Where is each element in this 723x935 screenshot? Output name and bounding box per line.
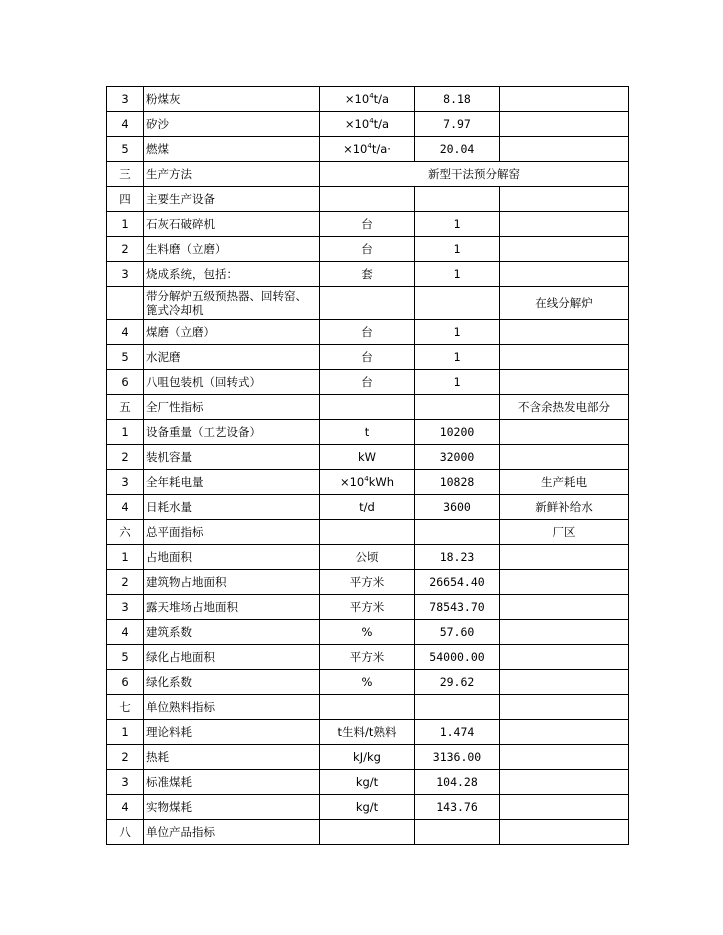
unit-exponent: 4 xyxy=(364,475,369,484)
note-cell xyxy=(500,770,629,795)
unit-cell xyxy=(320,695,415,720)
table-row xyxy=(107,720,629,745)
note-cell xyxy=(500,445,629,470)
note-cell xyxy=(500,112,629,137)
value-cell: 1 xyxy=(415,262,500,287)
row-number: 八 xyxy=(107,820,144,845)
item-name: 建筑物占地面积 xyxy=(144,570,320,595)
unit-text: t生料/t熟料 xyxy=(337,725,397,739)
row-number: 3 xyxy=(107,470,144,495)
unit-suffix: kWh xyxy=(368,475,395,489)
value-cell: 54000.00 xyxy=(415,645,500,670)
table-row xyxy=(107,395,629,420)
unit-text: t/d xyxy=(359,500,375,514)
row-number: 4 xyxy=(107,795,144,820)
table-row xyxy=(107,262,629,287)
note-cell xyxy=(500,187,629,212)
row-number: 6 xyxy=(107,670,144,695)
row-number: 5 xyxy=(107,345,144,370)
unit-cell xyxy=(320,420,415,445)
note-cell: 不含余热发电部分 xyxy=(500,395,629,420)
unit-text: ×10 xyxy=(339,475,365,489)
value-cell: 32000 xyxy=(415,445,500,470)
table-row xyxy=(107,187,629,212)
value-cell: 1.474 xyxy=(415,720,500,745)
unit-cell xyxy=(320,395,415,420)
note-cell: 生产耗电 xyxy=(500,470,629,495)
value-cell xyxy=(415,187,500,212)
item-name: 占地面积 xyxy=(144,545,320,570)
table-row xyxy=(107,320,629,345)
value-cell xyxy=(415,820,500,845)
table-row xyxy=(107,595,629,620)
value-cell: 29.62 xyxy=(415,670,500,695)
item-name: 理论料耗 xyxy=(144,720,320,745)
note-cell xyxy=(500,87,629,112)
note-cell: 新鲜补给水 xyxy=(500,495,629,520)
table-row xyxy=(107,345,629,370)
note-cell xyxy=(500,262,629,287)
item-name: 热耗 xyxy=(144,745,320,770)
value-cell: 3600 xyxy=(415,495,500,520)
row-number: 4 xyxy=(107,495,144,520)
item-name: 设备重量（工艺设备） xyxy=(144,420,320,445)
item-name: 绿化系数 xyxy=(144,670,320,695)
unit-text: 平方米 xyxy=(349,600,385,614)
row-number: 6 xyxy=(107,370,144,395)
table-row xyxy=(107,820,629,845)
unit-cell xyxy=(320,570,415,595)
note-cell: 厂区 xyxy=(500,520,629,545)
note-cell xyxy=(500,620,629,645)
unit-text: % xyxy=(361,625,373,639)
value-cell: 104.28 xyxy=(415,770,500,795)
item-name: 烧成系统，包括： xyxy=(144,262,320,287)
row-number: 2 xyxy=(107,745,144,770)
table-row xyxy=(107,162,629,187)
unit-cell xyxy=(320,320,415,345)
table-row xyxy=(107,212,629,237)
unit-text: 台 xyxy=(361,325,373,339)
table-row xyxy=(107,545,629,570)
value-cell: 1 xyxy=(415,370,500,395)
item-name: 石灰石破碎机 xyxy=(144,212,320,237)
row-number: 2 xyxy=(107,570,144,595)
unit-cell xyxy=(320,237,415,262)
item-name: 水泥磨 xyxy=(144,345,320,370)
value-cell xyxy=(415,287,500,320)
unit-cell xyxy=(320,470,415,495)
unit-text: ×10 xyxy=(343,142,368,156)
note-cell xyxy=(500,670,629,695)
note-cell xyxy=(500,720,629,745)
note-cell xyxy=(500,545,629,570)
item-name: 单位熟料指标 xyxy=(144,695,320,720)
row-number: 1 xyxy=(107,720,144,745)
unit-text: t xyxy=(364,425,370,439)
note-cell: 在线分解炉 xyxy=(500,287,629,320)
value-cell: 10200 xyxy=(415,420,500,445)
item-name: 总平面指标 xyxy=(144,520,320,545)
item-name: 带分解炉五级预热器、回转窑、篦式冷却机 xyxy=(144,287,320,320)
value-cell: 26654.40 xyxy=(415,570,500,595)
item-name: 主要生产设备 xyxy=(144,187,320,212)
unit-cell xyxy=(320,595,415,620)
row-number: 4 xyxy=(107,620,144,645)
value-cell xyxy=(415,520,500,545)
unit-suffix: t/a xyxy=(373,92,390,106)
table-row xyxy=(107,520,629,545)
row-number: 4 xyxy=(107,320,144,345)
unit-text: ×10 xyxy=(344,117,370,131)
row-number: 五 xyxy=(107,395,144,420)
table-row xyxy=(107,112,629,137)
row-number: 2 xyxy=(107,445,144,470)
note-cell xyxy=(500,645,629,670)
row-number: 3 xyxy=(107,770,144,795)
item-name: 标准煤耗 xyxy=(144,770,320,795)
unit-exponent: 4 xyxy=(367,142,372,151)
note-cell xyxy=(500,595,629,620)
item-name: 日耗水量 xyxy=(144,495,320,520)
unit-text: 台 xyxy=(361,350,373,364)
note-cell xyxy=(500,212,629,237)
value-cell: 1 xyxy=(415,320,500,345)
note-cell xyxy=(500,745,629,770)
row-number: 4 xyxy=(107,112,144,137)
table-row xyxy=(107,795,629,820)
item-name: 粉煤灰 xyxy=(144,87,320,112)
note-cell xyxy=(500,370,629,395)
value-cell: 1 xyxy=(415,212,500,237)
note-cell xyxy=(500,570,629,595)
item-name: 煤磨（立磨） xyxy=(144,320,320,345)
note-cell xyxy=(500,420,629,445)
value-cell: 1 xyxy=(415,345,500,370)
unit-cell xyxy=(320,287,415,320)
table-row xyxy=(107,420,629,445)
unit-text: ×10 xyxy=(344,92,370,106)
note-cell xyxy=(500,345,629,370)
unit-exponent: 4 xyxy=(369,92,374,101)
unit-text: 平方米 xyxy=(349,575,385,589)
unit-suffix: t/a xyxy=(373,117,390,131)
unit-exponent: 4 xyxy=(369,117,374,126)
unit-cell xyxy=(320,495,415,520)
item-name: 单位产品指标 xyxy=(144,820,320,845)
table-row xyxy=(107,237,629,262)
item-name: 绿化占地面积 xyxy=(144,645,320,670)
unit-text: kW xyxy=(357,450,377,464)
row-number xyxy=(107,287,144,320)
table-row xyxy=(107,370,629,395)
table-row xyxy=(107,745,629,770)
row-number: 四 xyxy=(107,187,144,212)
unit-cell xyxy=(320,262,415,287)
unit-cell xyxy=(320,212,415,237)
item-name: 生料磨（立磨） xyxy=(144,237,320,262)
value-cell: 8.18 xyxy=(415,87,500,112)
value-cell: 143.76 xyxy=(415,795,500,820)
table-row xyxy=(107,137,629,162)
unit-suffix: t/a· xyxy=(371,142,391,156)
unit-text: 台 xyxy=(361,217,373,231)
value-cell: 7.97 xyxy=(415,112,500,137)
row-number: 1 xyxy=(107,420,144,445)
value-cell: 57.60 xyxy=(415,620,500,645)
value-cell: 10828 xyxy=(415,470,500,495)
item-name: 矽沙 xyxy=(144,112,320,137)
unit-cell xyxy=(320,445,415,470)
unit-cell xyxy=(320,670,415,695)
table-row xyxy=(107,445,629,470)
row-number: 5 xyxy=(107,645,144,670)
unit-text: kg/t xyxy=(355,775,379,789)
unit-cell xyxy=(320,545,415,570)
row-number: 3 xyxy=(107,595,144,620)
unit-cell xyxy=(320,770,415,795)
value-cell: 20.04 xyxy=(415,137,500,162)
unit-text: 公顷 xyxy=(355,550,379,564)
row-number: 七 xyxy=(107,695,144,720)
row-number: 三 xyxy=(107,162,144,187)
unit-text: 套 xyxy=(361,267,373,281)
note-cell xyxy=(500,820,629,845)
row-number: 5 xyxy=(107,137,144,162)
value-cell: 1 xyxy=(415,237,500,262)
item-name: 燃煤 xyxy=(144,137,320,162)
value-cell: 18.23 xyxy=(415,545,500,570)
table-row xyxy=(107,670,629,695)
unit-text: 台 xyxy=(361,375,373,389)
unit-text: 平方米 xyxy=(349,650,385,664)
unit-text: 台 xyxy=(361,242,373,256)
item-name: 全年耗电量 xyxy=(144,470,320,495)
unit-cell xyxy=(320,370,415,395)
table-row xyxy=(107,570,629,595)
note-cell xyxy=(500,137,629,162)
unit-cell xyxy=(320,820,415,845)
table-row xyxy=(107,470,629,495)
row-number: 2 xyxy=(107,237,144,262)
table-row xyxy=(107,645,629,670)
table-row xyxy=(107,87,629,112)
unit-cell xyxy=(320,795,415,820)
row-number: 六 xyxy=(107,520,144,545)
table-row xyxy=(107,495,629,520)
spec-table-body xyxy=(107,87,629,845)
item-name: 建筑系数 xyxy=(144,620,320,645)
item-name: 装机容量 xyxy=(144,445,320,470)
note-cell xyxy=(500,320,629,345)
unit-cell xyxy=(320,745,415,770)
spec-table xyxy=(106,86,629,845)
unit-text: kJ/kg xyxy=(353,750,381,764)
unit-text: kg/t xyxy=(355,800,379,814)
unit-cell xyxy=(320,87,415,112)
item-name: 全厂性指标 xyxy=(144,395,320,420)
table-row xyxy=(107,287,629,320)
unit-cell xyxy=(320,720,415,745)
unit-cell xyxy=(320,345,415,370)
merged-value: 新型干法预分解窑 xyxy=(320,162,629,187)
unit-cell xyxy=(320,187,415,212)
table-row xyxy=(107,620,629,645)
item-name: 八咀包装机（回转式） xyxy=(144,370,320,395)
row-number: 1 xyxy=(107,212,144,237)
row-number: 3 xyxy=(107,262,144,287)
unit-cell xyxy=(320,620,415,645)
note-cell xyxy=(500,237,629,262)
item-name: 露天堆场占地面积 xyxy=(144,595,320,620)
value-cell: 78543.70 xyxy=(415,595,500,620)
row-number: 3 xyxy=(107,87,144,112)
table-row xyxy=(107,695,629,720)
note-cell xyxy=(500,695,629,720)
unit-cell xyxy=(320,645,415,670)
unit-text: % xyxy=(361,675,373,689)
note-cell xyxy=(500,795,629,820)
value-cell: 3136.00 xyxy=(415,745,500,770)
item-name: 实物煤耗 xyxy=(144,795,320,820)
unit-cell xyxy=(320,520,415,545)
unit-cell xyxy=(320,137,415,162)
unit-cell xyxy=(320,112,415,137)
value-cell xyxy=(415,695,500,720)
item-name: 生产方法 xyxy=(144,162,320,187)
row-number: 1 xyxy=(107,545,144,570)
value-cell xyxy=(415,395,500,420)
table-row xyxy=(107,770,629,795)
